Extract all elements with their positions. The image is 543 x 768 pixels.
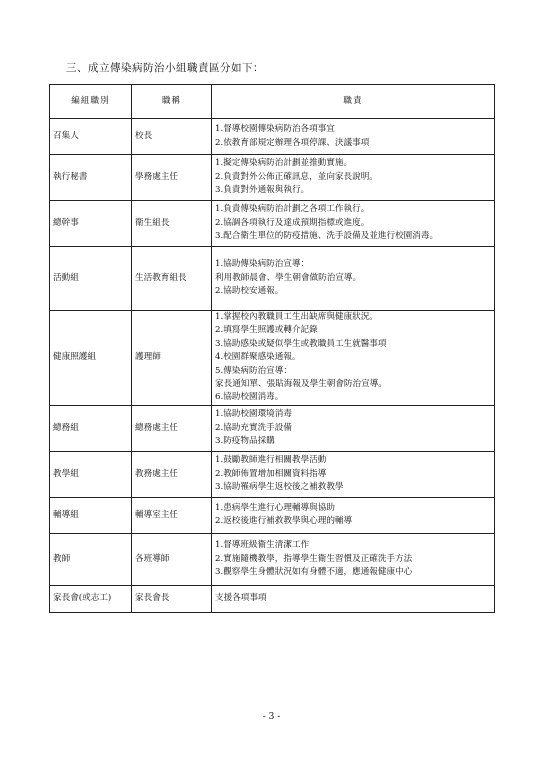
duty-line: 1.鼓勵教師進行相關教學活動 bbox=[215, 455, 327, 466]
duty-line: 2.返校後進行補救教學與心理的輔導 bbox=[215, 516, 353, 527]
duty-line: 1.擬定傳染病防治計劃並推動實施。 bbox=[215, 158, 353, 169]
duty-line: 5.傳染病防治宣導： bbox=[215, 365, 292, 376]
cell-group: 總務組 bbox=[50, 405, 132, 451]
cell-duties bbox=[212, 201, 495, 247]
table-row bbox=[50, 533, 495, 585]
duty-line: 利用教師晨會、學生朝會做防治宣導。 bbox=[215, 272, 362, 283]
cell-duties bbox=[212, 311, 495, 406]
cell-group: 執行秘書 bbox=[50, 155, 132, 201]
duty-line: 2.實施隨機教學，指導學生衛生習慣及正確洗手方法 bbox=[215, 553, 413, 564]
duty-table bbox=[49, 84, 495, 613]
cell-group: 召集人 bbox=[50, 119, 132, 155]
header-duties: 職責 bbox=[212, 85, 495, 119]
table-row bbox=[50, 405, 495, 451]
cell-duties bbox=[212, 451, 495, 497]
header-group: 編組職別 bbox=[50, 85, 132, 119]
cell-title: 衛生組長 bbox=[132, 201, 212, 247]
table-header-row bbox=[50, 85, 495, 119]
table-row bbox=[50, 311, 495, 406]
duty-line: 2.填寫學生照護或轉介記錄 bbox=[215, 325, 318, 336]
table-row bbox=[50, 585, 495, 612]
cell-group: 總幹事 bbox=[50, 201, 132, 247]
duty-line: 2.協調各項執行及達成預期指標或進度。 bbox=[215, 217, 370, 228]
cell-title: 教務處主任 bbox=[132, 451, 212, 497]
duty-line: 3.觀察學生身體狀況如有身體不適，應通報健康中心 bbox=[215, 567, 413, 578]
cell-title: 各班導師 bbox=[132, 533, 212, 585]
duty-line: 2.協助充實洗手設備 bbox=[215, 422, 292, 433]
duty-line: 1.協助傳染病防治宣導： bbox=[215, 259, 310, 270]
cell-title: 學務處主任 bbox=[132, 155, 212, 201]
table-row bbox=[50, 247, 495, 311]
cell-group: 輔導組 bbox=[50, 497, 132, 533]
page-number: - 3 - bbox=[262, 712, 281, 722]
cell-title: 家長會長 bbox=[132, 585, 212, 612]
cell-duties bbox=[212, 497, 495, 533]
duty-line: 1.患病學生進行心理輔導與協助 bbox=[215, 502, 335, 513]
cell-duties bbox=[212, 405, 495, 451]
cell-duties bbox=[212, 155, 495, 201]
duty-line: 1.掌握校內教職員工生出缺席與健康狀況。 bbox=[215, 312, 378, 322]
duty-line: 3.協助罹病學生返校後之補救教學 bbox=[215, 482, 344, 493]
table-row bbox=[50, 451, 495, 497]
cell-duties bbox=[212, 247, 495, 311]
cell-duties bbox=[212, 119, 495, 155]
duty-line: 2.負責對外公佈正確訊息，並向家長說明。 bbox=[215, 171, 378, 182]
table-row bbox=[50, 201, 495, 247]
duty-line: 1.負責傳染病防治計劃之各項工作執行。 bbox=[215, 204, 370, 215]
cell-title: 輔導室主任 bbox=[132, 497, 212, 533]
duty-line: 家長通知單、張貼海報及學生朝會防治宣導。 bbox=[215, 379, 387, 390]
duty-line: 2.教師佈置增加相關資料指導 bbox=[215, 468, 327, 479]
duty-line: 6.協助校園消毒。 bbox=[215, 392, 284, 403]
table-body bbox=[50, 119, 495, 613]
duty-line: 3.配合衛生單位的防疫措施、洗手設備及並進行校園消毒。 bbox=[215, 231, 439, 242]
cell-group: 教學組 bbox=[50, 451, 132, 497]
cell-title: 校長 bbox=[132, 119, 212, 155]
cell-group: 家長會(或志工) bbox=[50, 585, 132, 612]
header-title: 職稱 bbox=[132, 85, 212, 119]
cell-title: 生活教育組長 bbox=[132, 247, 212, 311]
duty-line: 支援各項事項 bbox=[215, 593, 267, 604]
duty-line: 3.協助感染或疑似學生或教職員工生就醫事項 bbox=[215, 338, 387, 349]
cell-duties bbox=[212, 585, 495, 612]
cell-title: 護理師 bbox=[132, 311, 212, 406]
duty-line: 1.協助校園環境消毒 bbox=[215, 409, 292, 420]
duty-line: 1.督導班級衛生清潔工作 bbox=[215, 540, 310, 551]
cell-duties bbox=[212, 533, 495, 585]
cell-title: 總務處主任 bbox=[132, 405, 212, 451]
duty-line: 2.協助校安通報。 bbox=[215, 286, 284, 297]
cell-group: 健康照護組 bbox=[50, 311, 132, 406]
duty-line: 2.依教育部規定辦理各項停課、決議事項 bbox=[215, 137, 370, 148]
duty-line: 1.督導校園傳染病防治各項事宜 bbox=[215, 124, 335, 135]
table-row bbox=[50, 119, 495, 155]
duty-line: 3.防疫物品採購 bbox=[215, 436, 275, 447]
section-heading: 三、成立傳染病防治小組職責區分如下： bbox=[66, 62, 264, 74]
duty-line: 3.負責對外通報與執行。 bbox=[215, 185, 310, 196]
cell-group: 活動組 bbox=[50, 247, 132, 311]
table-row bbox=[50, 155, 495, 201]
table-row bbox=[50, 497, 495, 533]
duty-line: 4.校園群聚感染通報。 bbox=[215, 352, 301, 363]
cell-group: 教師 bbox=[50, 533, 132, 585]
